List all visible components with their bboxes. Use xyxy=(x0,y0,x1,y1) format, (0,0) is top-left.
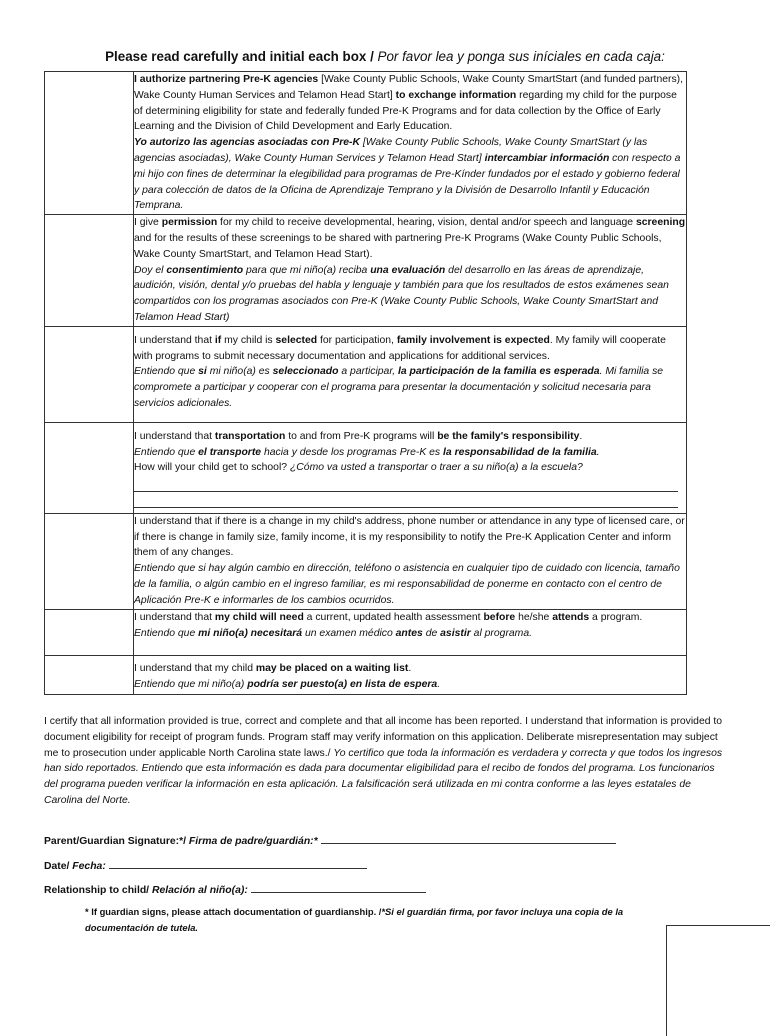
initial-box-7[interactable] xyxy=(45,655,134,694)
consent-en-7: I understand that my child may be placed on a waiting list. xyxy=(134,662,412,674)
title-english: Please read carefully and initial each box / xyxy=(105,49,374,64)
consent-text-1 xyxy=(134,72,687,215)
initial-box-1[interactable] xyxy=(45,72,134,215)
consent-boxes-table xyxy=(44,71,687,695)
consent-en-2: I give permission for my child to receive developmental, hearing, vision, dental and/or speech and language screening and for the results of these screenings to be shared with partnering Pre-K Programs (Wake County Public Schools, Wake County SmartStart, and Telamon Head Start). xyxy=(134,217,686,260)
consent-es-2: Doy el consentimiento para que mi niño(a) reciba una evaluación del desarrollo en las áreas de aprendizaje, audición, visión, dental y/o pruebas del habla y lenguaje y también para que los resultados de estos exámenes sean compartidos con los programas asociados con Pre-K (Wake County Public Schools, Wake County SmartStart and Telamon Head Start) xyxy=(134,264,669,323)
consent-en-6: I understand that my child will need a current, updated health assessment before he/she attends a program. xyxy=(134,611,643,623)
consent-es-4: Entiendo que el transporte hacia y desde los programas Pre-K es la responsabilidad de la familia. xyxy=(134,446,600,458)
consent-en-5: I understand that if there is a change in my child's address, phone number or attendance in any type of licensed care, or if there is change in family size, family income, it is my responsibility to notify the Pre-K Application Center and inform them of any changes. xyxy=(134,515,685,559)
initial-box-2[interactable] xyxy=(45,215,134,327)
consent-es-6: Entiendo que mi niño(a) necesitará un examen médico antes de asistir al programa. xyxy=(134,627,532,639)
title-spanish: Por favor lea y ponga sus iníciales en cada caja: xyxy=(377,49,665,64)
consent-en-4: I understand that transportation to and from Pre-K programs will be the family's responsibility. xyxy=(134,430,583,442)
consent-es-3: Entiendo que si mi niño(a) es seleccionado a participar, la participación de la familia es esperada. Mi familia se compromete a participar y cooperar con el programa para presentar la documentación y solicitud necesaria para servicios adicionales. xyxy=(134,366,664,409)
consent-row-changes xyxy=(45,513,687,609)
initial-box-5[interactable] xyxy=(45,513,134,609)
consent-row-transportation xyxy=(45,422,687,513)
guardian-footnote: * If guardian signs, please attach documentation of guardianship. /*Si el guardián firma, por favor incluya una copia de la documentación de tutela. xyxy=(85,906,624,933)
consent-es-1: Yo autorizo las agencias asociadas con Pre-K [Wake County Public Schools, Wake County SmartStart (y las agencias asociadas), Wake County Human Services y Telamon Head Start] intercambiar información con respecto a mi hijo con fines de determinar la elegibilidad para programas de Pre-Kínder fundados por el estado y gobierno federal y para colección de datos de la Oficina de Aprendizaje Temprano y la División de Desarrollo Infantil y Educación Temprana. xyxy=(134,137,681,212)
consent-row-screening xyxy=(45,215,687,327)
initial-box-6[interactable] xyxy=(45,609,134,655)
consent-es-7: Entiendo que mi niño(a) podría ser puesto(a) en lista de espera. xyxy=(134,678,441,690)
transport-answer-line-1[interactable] xyxy=(134,476,678,492)
signature-row: Parent/Guardian Signature:*/ Firma de padre/guardián:* xyxy=(44,833,616,850)
certification-spanish: Yo certifico que toda la información es verdadera y correcta y que todos los ingresos han sido reportados. Entiendo que esta información es dada para documentar eligibilidad para el recibo de fondos del programa. Los funcionarios del programa pueden verificar la información en esta aplicación. La falsificación será utilizada en mi contra conforme a las leyes estatales de Carolina del Norte. xyxy=(44,747,723,806)
signature-field[interactable] xyxy=(321,833,616,844)
date-field[interactable] xyxy=(109,858,367,869)
certification-english: I certify that all information provided is true, correct and complete and that all income has been reported. I understand that information is provided to document eligibility for receipt of program funds. Program staff may verify information on this application. Deliberate misrepresentation may subject me to prosecution under applicable North Carolina state laws./ xyxy=(44,716,723,759)
initial-box-3[interactable] xyxy=(45,326,134,422)
transport-question: How will your child get to school? ¿Cómo va usted a transportar o traer a su niño(a) a la escuela? xyxy=(134,462,583,474)
consent-en-3: I understand that if my child is selected for participation, family involvement is expected. My family will cooperate with programs to submit necessary documentation and applications for additional services. xyxy=(134,334,666,362)
relationship-row: Relationship to child/ Relación al niño(a): xyxy=(44,882,426,899)
transport-answer-line-2[interactable] xyxy=(134,492,678,508)
page-title xyxy=(0,48,770,66)
initial-box-4[interactable] xyxy=(45,422,134,513)
consent-row-health-assessment xyxy=(45,609,687,655)
consent-text-6 xyxy=(134,609,687,655)
consent-en-1: I authorize partnering Pre-K agencies [Wake County Public Schools, Wake County SmartStart (and funded partners), Wake County Human Services and Telamon Head Start] to exchange information regarding my child for the purpose of determining eligibility for state and federally funded Pre-K Programs and for data collection by the Office of Early Learning and the Division of Child Development and Early Education. xyxy=(134,74,684,133)
consent-es-5: Entiendo que si hay algún cambio en dirección, teléfono o asistencia en cualquier tipo de cuidado con licencia, tamaño de la familia, o algún cambio en el ingreso familiar, es mi responsabilidad de ponerme en contacto con el centro de Aplicación Pre-K e informarles de los cambios ocurridos. xyxy=(134,563,680,606)
consent-row-waiting-list xyxy=(45,655,687,694)
consent-text-4 xyxy=(134,422,687,513)
office-use-box xyxy=(666,925,770,1036)
consent-text-3 xyxy=(134,326,687,422)
date-row: Date/ Fecha: xyxy=(44,858,367,875)
consent-row-info-exchange xyxy=(45,72,687,215)
consent-text-7 xyxy=(134,655,687,694)
consent-text-2 xyxy=(134,215,687,327)
certification-statement xyxy=(44,714,724,809)
consent-row-family-involvement xyxy=(45,326,687,422)
relationship-field[interactable] xyxy=(251,882,426,893)
consent-text-5 xyxy=(134,513,687,609)
